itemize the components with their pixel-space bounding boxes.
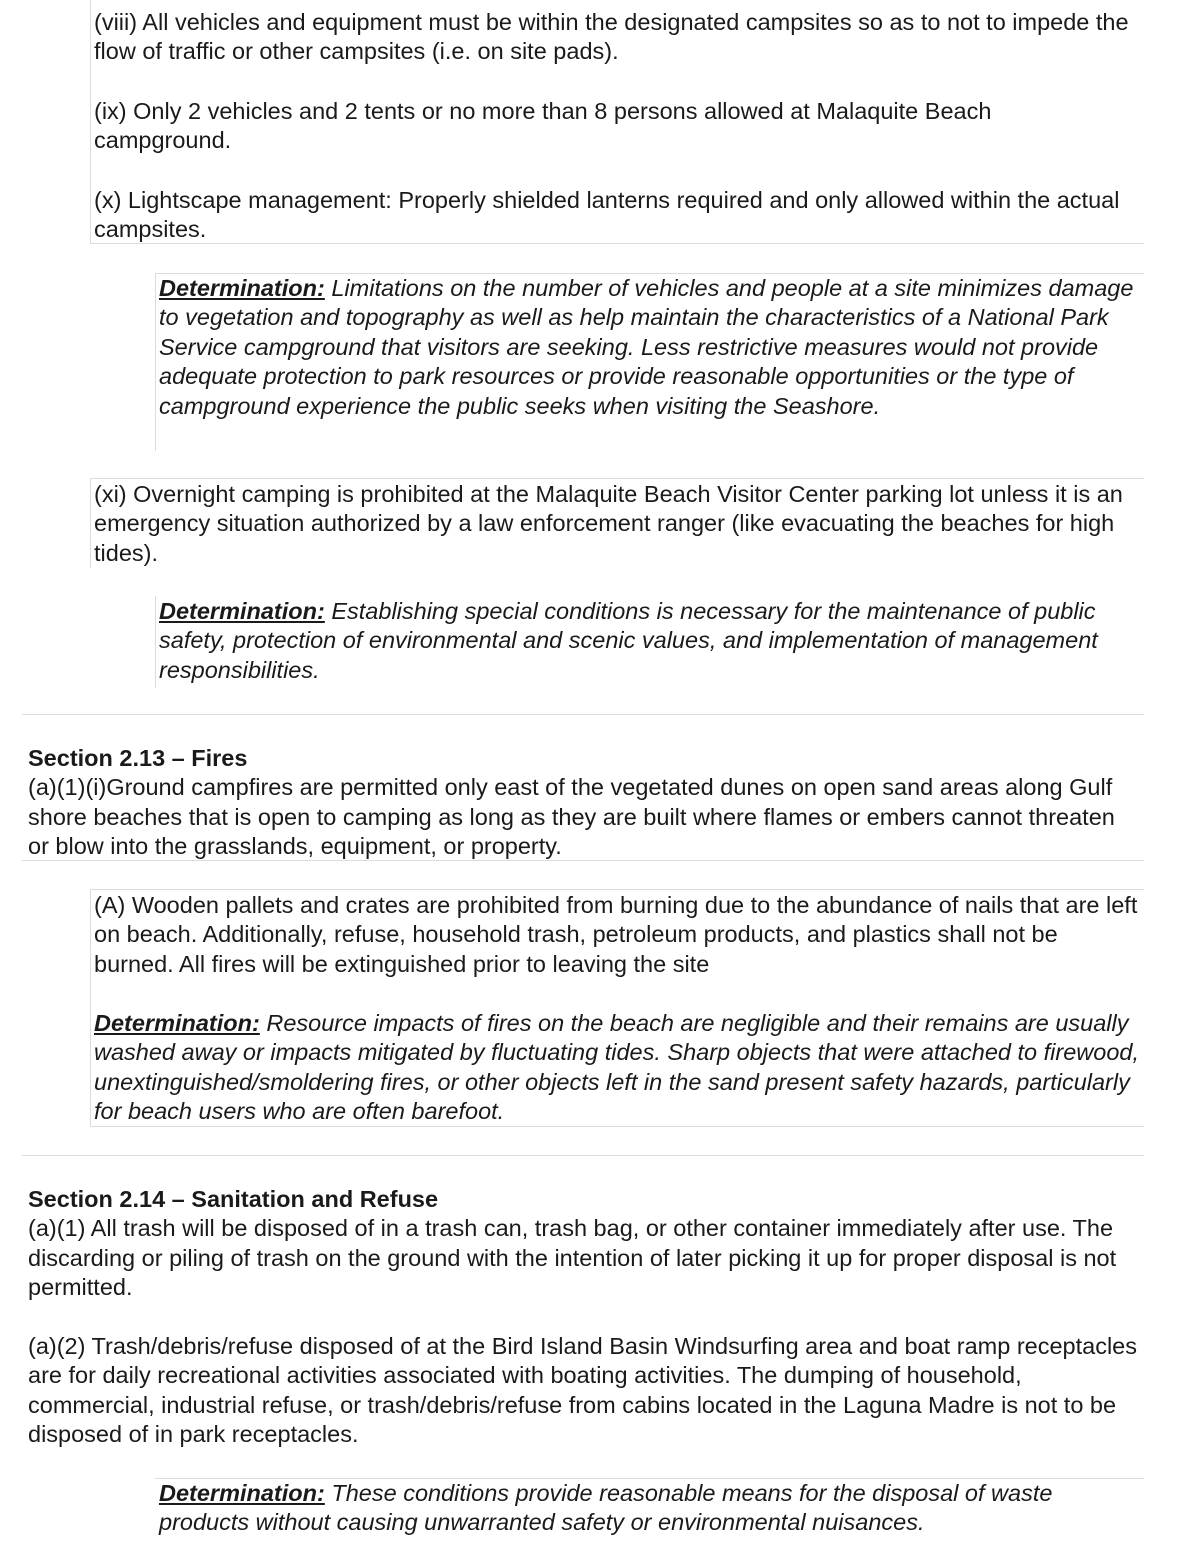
section-heading: Section 2.13 – Fires xyxy=(28,745,248,771)
item-x-text: (x) Lightscape management: Properly shielded lanterns required and only allowed within the actual campsites. xyxy=(94,187,1120,243)
fires-a1i-text: (a)(1)(i)Ground campfires are permitted only east of the vegetated dunes on open sand areas along Gulf shore beaches that is open to camping as long as they are built where flames or embers cannot threaten or blow into the grasslands, equipment, or property. xyxy=(28,774,1115,860)
section-fires xyxy=(28,744,1138,862)
frame-line xyxy=(90,478,1144,479)
determination-label: Determination: xyxy=(159,598,325,624)
frame-line xyxy=(22,1155,1144,1156)
fires-A-text: (A) Wooden pallets and crates are prohibited from burning due to the abundance of nails that are left on beach. Additionally, refuse, household trash, petroleum products, and plastics shall not be burned. All fires will be extinguished prior to leaving the site xyxy=(94,892,1138,977)
frame-line xyxy=(90,889,1144,890)
sanitation-a2-text: (a)(2) Trash/debris/refuse disposed of at the Bird Island Basin Windsurfing area and boat ramp receptacles are for daily recreational activities associated with boating activities. The dumping of household, commercial, industrial refuse, or trash/debris/refuse from cabins located in the Laguna Madre is not to be disposed of in park receptacles. xyxy=(28,1333,1137,1448)
determination-text xyxy=(159,597,1144,685)
determination-body: Establishing special conditions is necessary for the maintenance of public safety, protection of environmental and scenic values, and implementation of management responsibilities. xyxy=(159,598,1098,683)
frame-line xyxy=(155,596,156,688)
determination-label: Determination: xyxy=(94,1010,260,1036)
item-viii xyxy=(94,8,1134,67)
section-heading: Section 2.14 – Sanitation and Refuse xyxy=(28,1186,439,1212)
determination-label: Determination: xyxy=(159,1480,325,1506)
fires-item-A xyxy=(94,891,1140,979)
determination-body: Limitations on the number of vehicles and people at a site minimizes damage to vegetation and topography as well as help maintain the characteristics of a National Park Service campground that visitors are seeking. Less restrictive measures would not provide adequate protection to park resources or provide reasonable opportunities or the type of campground experience the public seeks when visiting the Seashore. xyxy=(159,275,1134,419)
determination-text xyxy=(159,1479,1144,1538)
item-ix-text: (ix) Only 2 vehicles and 2 tents or no more than 8 persons allowed at Malaquite Beach campground. xyxy=(94,98,992,154)
frame-line xyxy=(90,0,91,244)
item-x xyxy=(94,186,1134,245)
item-ix xyxy=(94,97,1134,156)
item-xi-text: (xi) Overnight camping is prohibited at the Malaquite Beach Visitor Center parking lot unless it is an emergency situation authorized by a law enforcement ranger (like evacuating the beaches for high tides). xyxy=(94,481,1123,566)
determination-special-conditions xyxy=(159,597,1144,685)
section-sanitation xyxy=(28,1185,1142,1303)
determination-body: These conditions provide reasonable means for the disposal of waste products without causing unwarranted safety or environmental nuisances. xyxy=(159,1480,1053,1536)
determination-label: Determination: xyxy=(159,275,325,301)
determination-sanitation xyxy=(159,1479,1144,1538)
item-xi xyxy=(94,480,1134,568)
sanitation-a1-text: (a)(1) All trash will be disposed of in a trash can, trash bag, or other container immediately after use. The discarding or piling of trash on the ground with the intention of later picking it up for proper disposal is not permitted. xyxy=(28,1215,1117,1301)
determination-body: Resource impacts of fires on the beach are negligible and their remains are usually washed away or impacts mitigated by fluctuating tides. Sharp objects that were attached to firewood, unextinguished/smoldering fires, or other objects left in the sand present safety hazards, particularly for beach users who are often barefoot. xyxy=(94,1010,1140,1125)
frame-line xyxy=(155,273,156,451)
determination-text xyxy=(94,1009,1144,1127)
frame-line xyxy=(90,889,91,1126)
sanitation-a2 xyxy=(28,1332,1144,1450)
item-viii-text: (viii) All vehicles and equipment must be within the designated campsites so as to not to impede the flow of traffic or other campsites (i.e. on site pads). xyxy=(94,9,1129,65)
determination-fires xyxy=(94,1009,1144,1127)
determination-text xyxy=(159,274,1144,421)
determination-vehicles xyxy=(159,274,1144,421)
frame-line xyxy=(22,714,1144,715)
frame-line xyxy=(90,478,91,568)
